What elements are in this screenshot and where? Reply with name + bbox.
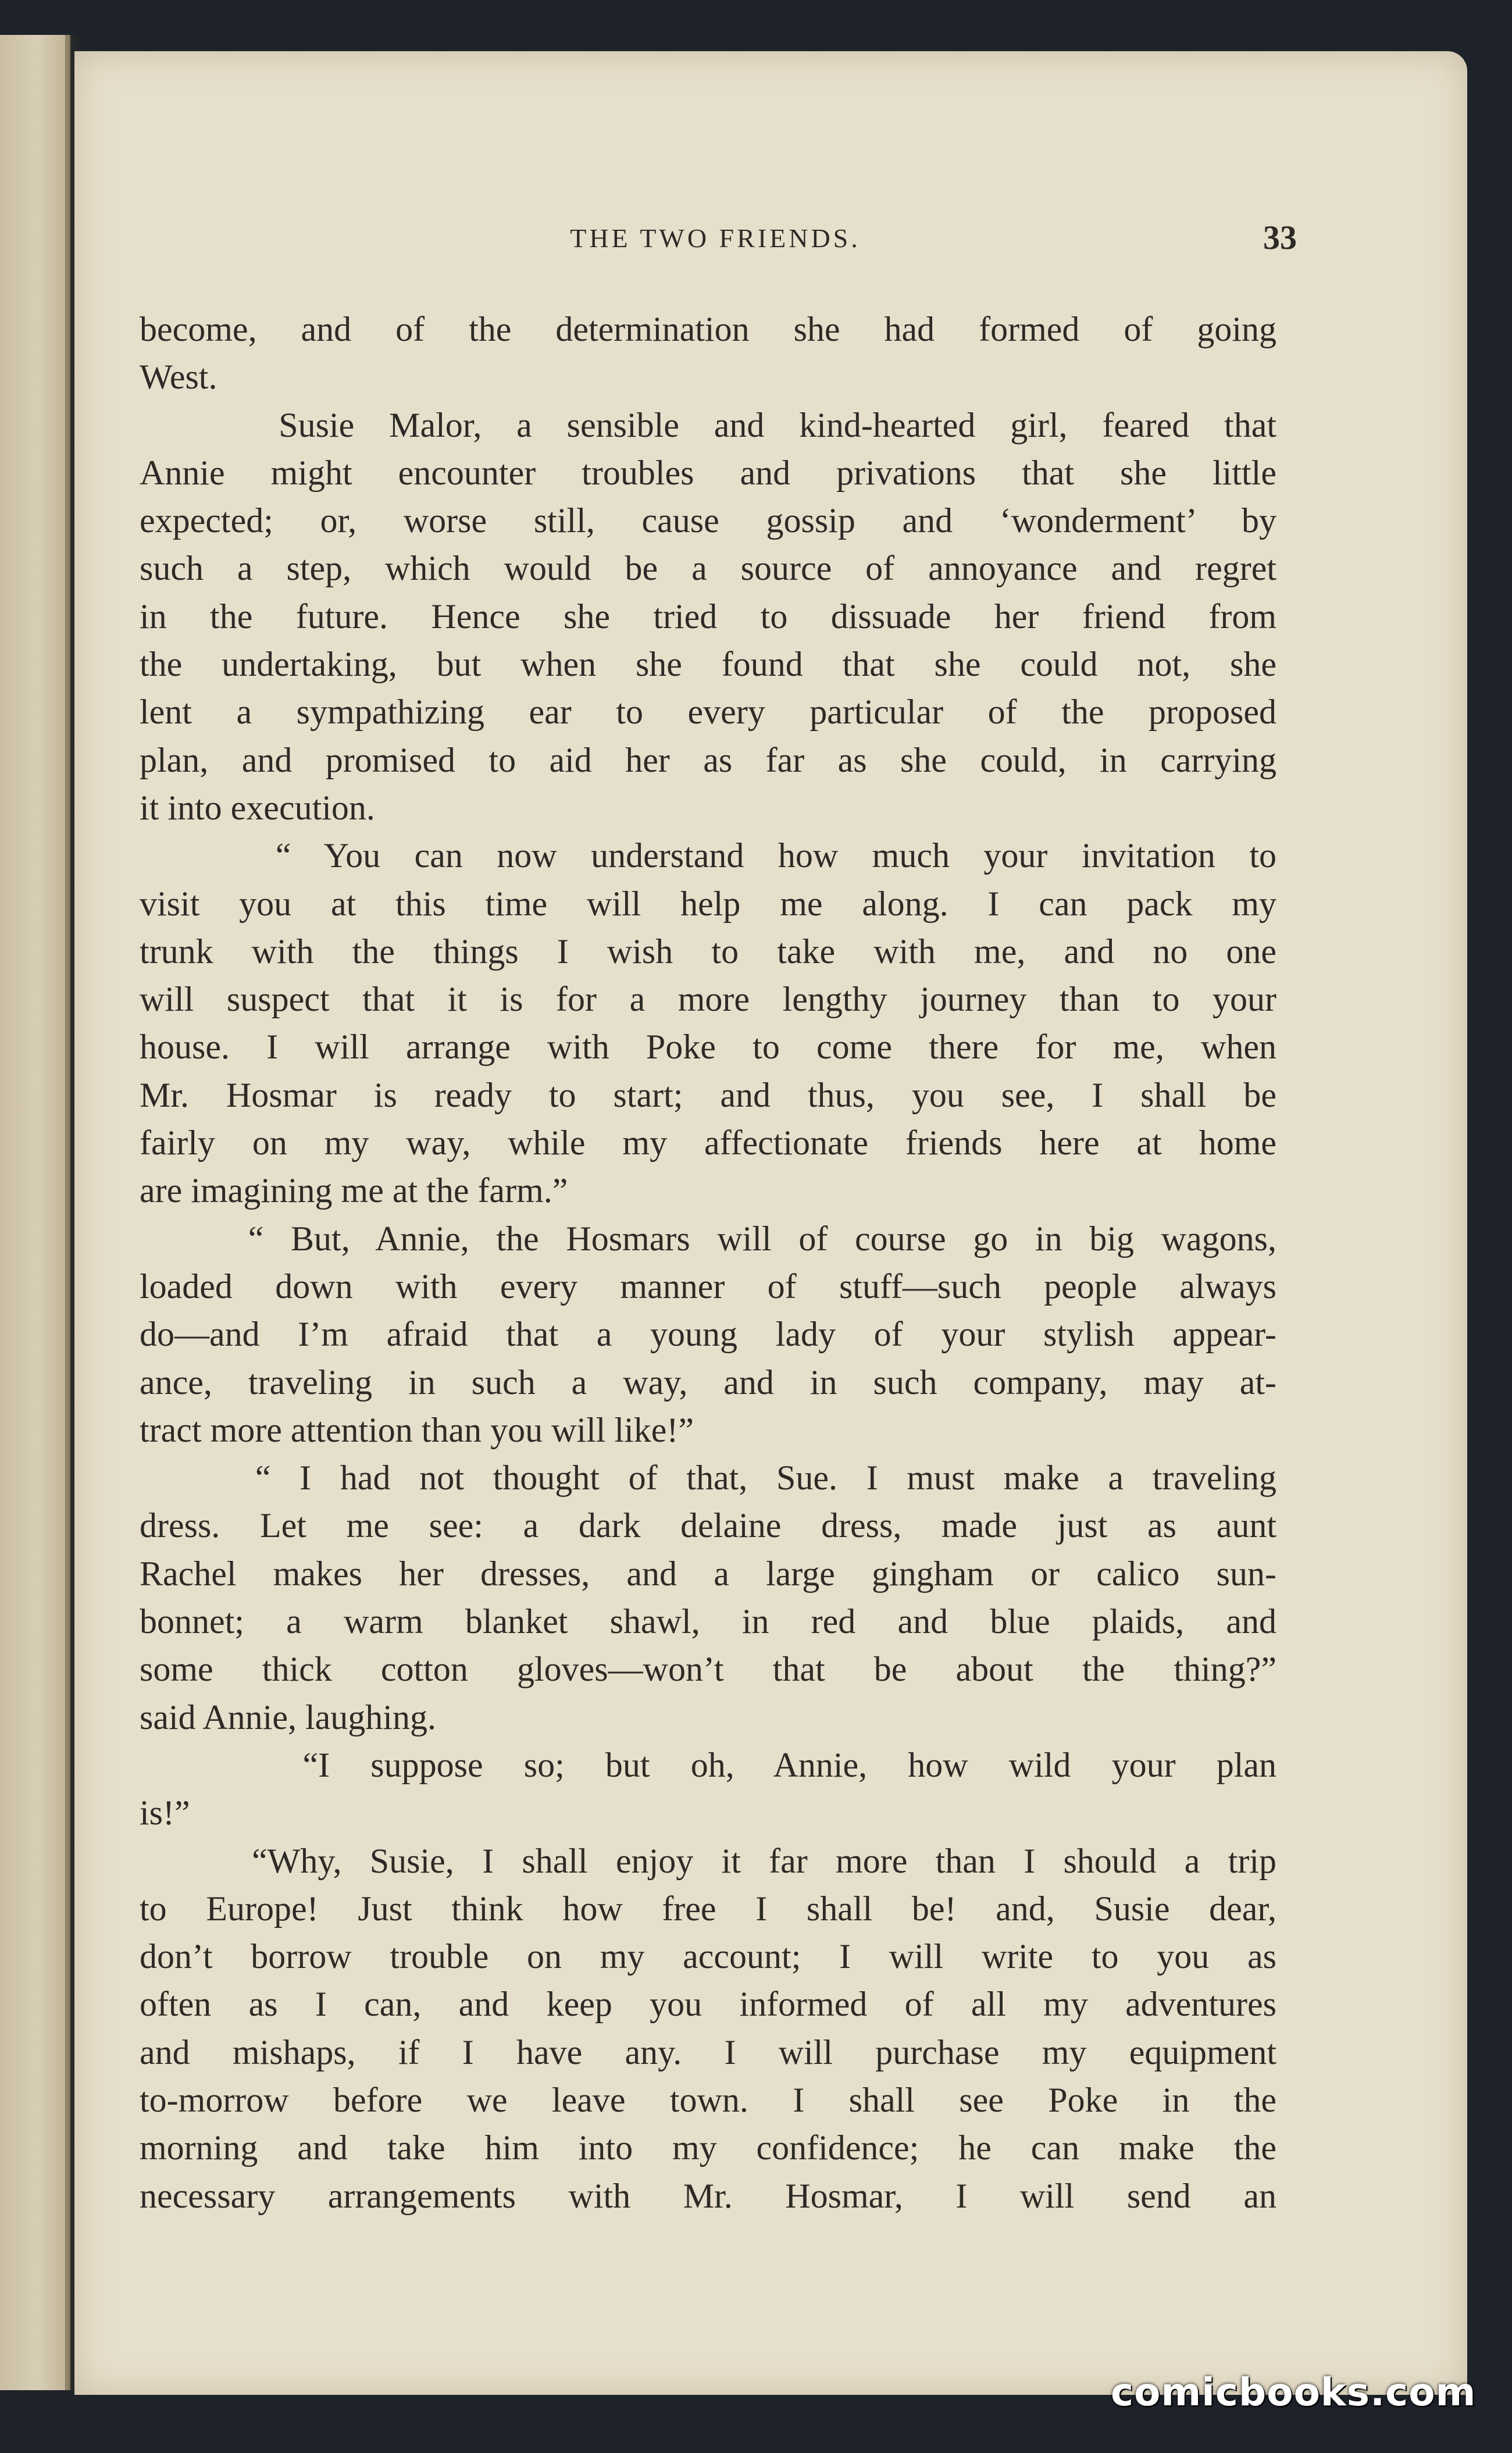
text-line: “ You can now understand how much your invitation to xyxy=(140,836,1276,875)
site-watermark: comicbooks.com xyxy=(1111,2370,1477,2415)
text-line: lent a sympathizing ear to every particular of the proposed xyxy=(140,693,1276,732)
text-line: visit you at this time will help me along. I can pack my xyxy=(140,884,1276,923)
text-line: are imagining me at the farm.” xyxy=(140,1171,568,1210)
text-line: the undertaking, but when she found that she could not, she xyxy=(140,645,1276,684)
text-line: dress. Let me see: a dark delaine dress, made just as aunt xyxy=(140,1506,1276,1545)
text-line: do—and I’m afraid that a young lady of your stylish appear- xyxy=(140,1315,1276,1354)
text-line: Mr. Hosmar is ready to start; and thus, you see, I shall be xyxy=(140,1075,1276,1114)
body-text xyxy=(140,305,1276,2220)
running-title: THE TWO FRIENDS. xyxy=(570,223,861,253)
text-line: such a step, which would be a source of annoyance and regret xyxy=(140,549,1276,588)
text-line: bonnet; a warm blanket shawl, in red and blue plaids, and xyxy=(140,1602,1276,1641)
text-line: to-morrow before we leave town. I shall see Poke in the xyxy=(140,2080,1276,2119)
text-line: loaded down with every manner of stuff—such people always xyxy=(140,1267,1276,1306)
text-line: “Why, Susie, I shall enjoy it far more than I should a trip xyxy=(140,1841,1276,1880)
text-line: necessary arrangements with Mr. Hosmar, I will send an xyxy=(140,2176,1276,2215)
text-line: expected; or, worse still, cause gossip and ‘wonderment’ by xyxy=(140,501,1276,540)
text-line: is!” xyxy=(140,1794,190,1832)
text-line: some thick cotton gloves—won’t that be about the thing?” xyxy=(140,1650,1276,1689)
text-line: don’t borrow trouble on my account; I will write to you as xyxy=(140,1937,1276,1976)
text-line: West. xyxy=(140,358,217,397)
text-line: plan, and promised to aid her as far as she could, in carrying xyxy=(140,740,1276,779)
text-line: fairly on my way, while my affectionate friends here at home xyxy=(140,1124,1276,1163)
text-line: often as I can, and keep you informed of all my adventures xyxy=(140,1985,1276,2024)
text-line: Rachel makes her dresses, and a large gingham or calico sun- xyxy=(140,1554,1276,1593)
left-page-edge xyxy=(0,35,70,2390)
text-line: become, and of the determination she had formed of going xyxy=(140,310,1276,348)
text-line: “ I had not thought of that, Sue. I must make a traveling xyxy=(140,1459,1276,1498)
text-line: said Annie, laughing. xyxy=(140,1698,436,1737)
text-line: to Europe! Just think how free I shall be! and, Susie dear, xyxy=(140,1889,1276,1928)
text-line: Susie Malor, a sensible and kind-hearted girl, feared that xyxy=(140,405,1276,444)
page-header xyxy=(134,218,1297,270)
text-line: house. I will arrange with Poke to come there for me, when xyxy=(140,1028,1276,1067)
text-line: ance, traveling in such a way, and in such company, may at- xyxy=(140,1363,1276,1402)
text-line: morning and take him into my confidence; he can make the xyxy=(140,2128,1276,2167)
text-line: “ But, Annie, the Hosmars will of course go in big wagons, xyxy=(140,1219,1276,1258)
page-number: 33 xyxy=(1263,219,1297,256)
text-line: it into execution. xyxy=(140,788,375,827)
text-line: will suspect that it is for a more lengthy journey than to your xyxy=(140,980,1276,1019)
text-line: trunk with the things I wish to take with me, and no one xyxy=(140,932,1276,971)
text-line: “I suppose so; but oh, Annie, how wild your plan xyxy=(140,1745,1276,1784)
text-line: Annie might encounter troubles and privations that she little xyxy=(140,453,1276,492)
text-line: in the future. Hence she tried to dissuade her friend from xyxy=(140,597,1276,636)
text-line: and mishaps, if I have any. I will purchase my equipment xyxy=(140,2033,1276,2071)
text-line: tract more attention than you will like!” xyxy=(140,1410,694,1449)
